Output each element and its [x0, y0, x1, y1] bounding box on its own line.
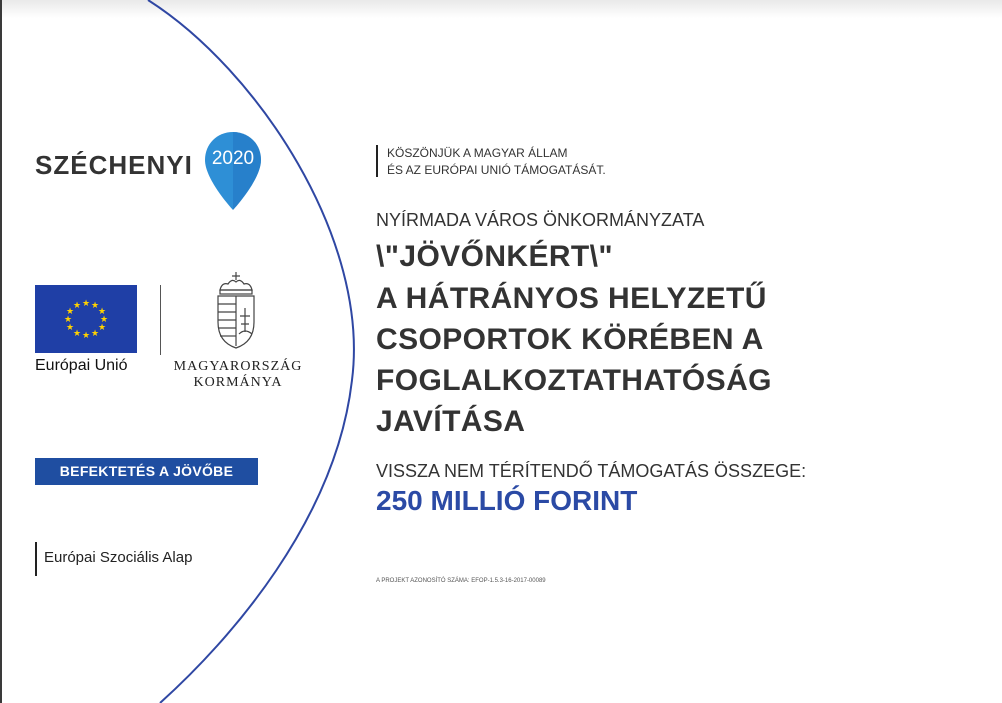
- project-title-line: CSOPORTOK KÖRÉBEN A: [376, 323, 764, 356]
- svg-text:★: ★: [72, 329, 82, 339]
- thanks-bar: [376, 145, 378, 177]
- svg-text:★: ★: [72, 301, 82, 311]
- svg-text:★: ★: [99, 315, 109, 325]
- szechenyi-wordmark: SZÉCHENYI: [35, 150, 193, 180]
- thanks-line-2: ÉS AZ EURÓPAI UNIÓ TÁMOGATÁSÁT.: [387, 163, 606, 177]
- thanks-line-1: KÖSZÖNJÜK A MAGYAR ÁLLAM: [387, 146, 568, 160]
- project-id: A PROJEKT AZONOSÍTÓ SZÁMA: EFOP-1.5.3-16-2017-00089: [376, 578, 546, 584]
- project-title-line: \"JÖVŐNKÉRT\": [376, 240, 614, 273]
- project-title-line: A HÁTRÁNYOS HELYZETŰ: [376, 282, 767, 315]
- svg-text:★: ★: [81, 331, 91, 341]
- svg-text:★: ★: [97, 307, 107, 317]
- amount-label: VISSZA NEM TÉRÍTENDŐ TÁMOGATÁS ÖSSZEGE:: [376, 461, 807, 481]
- government-label-line1: MAGYARORSZÁG: [173, 359, 303, 374]
- location-pin-icon: [203, 130, 263, 212]
- eu-label: Európai Unió: [35, 357, 128, 374]
- svg-text:★: ★: [63, 315, 73, 325]
- eu-flag-icon: [35, 285, 137, 353]
- hungarian-coat-of-arms-icon: [212, 270, 260, 350]
- svg-text:★: ★: [90, 329, 100, 339]
- program-year: 2020: [211, 148, 255, 169]
- svg-text:★: ★: [65, 323, 75, 333]
- amount-value: 250 MILLIÓ FORINT: [376, 485, 638, 516]
- svg-text:★: ★: [97, 323, 107, 333]
- fund-label-bar: [35, 542, 37, 576]
- invest-badge: BEFEKTETÉS A JÖVŐBE: [35, 458, 258, 485]
- svg-text:★: ★: [90, 301, 100, 311]
- organization-name: NYÍRMADA VÁROS ÖNKORMÁNYZATA: [376, 210, 705, 230]
- government-label-line2: KORMÁNYA: [193, 375, 283, 390]
- svg-text:★: ★: [81, 299, 91, 309]
- fund-label: Európai Szociális Alap: [44, 549, 193, 566]
- logo-divider: [160, 285, 161, 355]
- svg-text:★: ★: [65, 307, 75, 317]
- project-title-line: JAVÍTÁSA: [376, 405, 526, 438]
- project-title-line: FOGLALKOZTATHATÓSÁG: [376, 364, 772, 397]
